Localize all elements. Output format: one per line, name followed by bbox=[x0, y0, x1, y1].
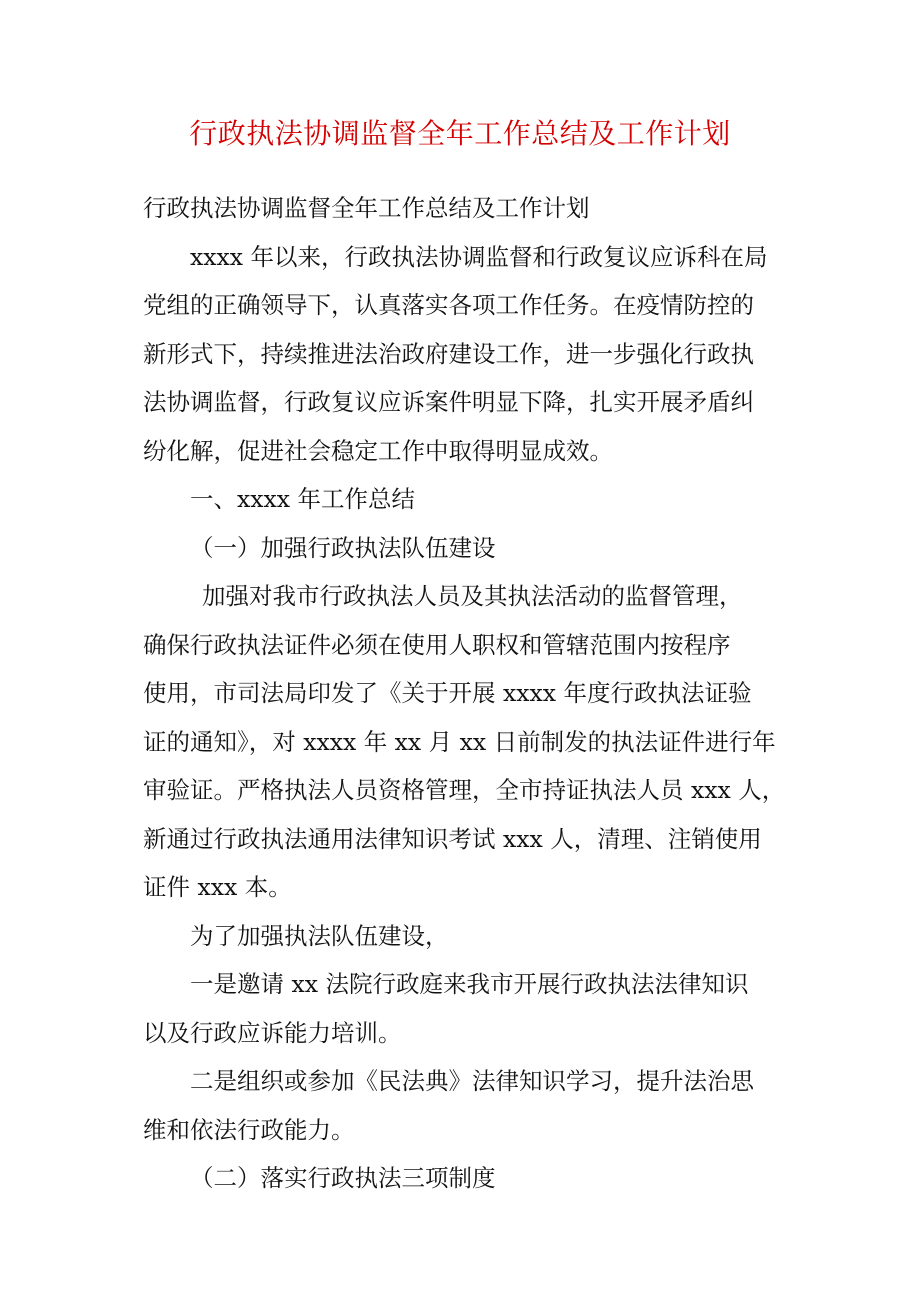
paragraph-line: 新通过行政执法通用法律知识考试 xxx 人，清理、注销使用 bbox=[143, 824, 762, 853]
document-body bbox=[143, 184, 786, 1203]
paragraph-line: 新形式下，持续推进法治政府建设工作，进一步强化行政执 bbox=[143, 339, 754, 368]
paragraph-line: 党组的正确领导下，认真落实各项工作任务。在疫情防控的 bbox=[143, 291, 754, 319]
paragraph-line: 一是邀请 xx 法院行政庭来我市开展行政执法法律知识 bbox=[190, 970, 749, 998]
paragraph-line: 审验证。严格执法人员资格管理，全市持证执法人员 xxx 人， bbox=[143, 776, 786, 804]
paragraph-line: 使用，市司法局印发了《关于开展 xxxx 年度行政执法证验 bbox=[143, 679, 752, 707]
paragraph-line: 证的通知》，对 xxxx 年 xx 月 xx 日前制发的执法证件进行年 bbox=[143, 727, 776, 756]
paragraph-line: 以及行政应诉能力培训。 bbox=[143, 1018, 402, 1047]
paragraph-line: 证件 xxx 本。 bbox=[143, 873, 292, 901]
paragraph-line: 法协调监督，行政复议应诉案件明显下降，扎实开展矛盾纠 bbox=[143, 388, 754, 416]
paragraph-line: 纷化解，促进社会稳定工作中取得明显成效。 bbox=[143, 436, 613, 465]
subsection-heading: （二）落实行政执法三项制度 bbox=[190, 1164, 496, 1192]
paragraph-line: 为了加强执法队伍建设， bbox=[190, 921, 449, 950]
paragraph-line: 加强对我市行政执法人员及其执法活动的监督管理， bbox=[202, 582, 743, 610]
section-heading: 一、xxxx 年工作总结 bbox=[190, 485, 415, 513]
paragraph-line: 二是组织或参加《民法典》法律知识学习，提升法治思 bbox=[190, 1067, 754, 1095]
paragraph-line: xxxx 年以来，行政执法协调监督和行政复议应诉科在局 bbox=[190, 242, 768, 271]
paragraph-line: 确保行政执法证件必须在使用人职权和管辖范围内按程序 bbox=[143, 630, 731, 659]
subsection-heading: （一）加强行政执法队伍建设 bbox=[190, 533, 496, 562]
document-title: 行政执法协调监督全年工作总结及工作计划 bbox=[189, 117, 731, 150]
subtitle-line: 行政执法协调监督全年工作总结及工作计划 bbox=[143, 194, 590, 222]
paragraph-line: 维和依法行政能力。 bbox=[143, 1115, 355, 1144]
